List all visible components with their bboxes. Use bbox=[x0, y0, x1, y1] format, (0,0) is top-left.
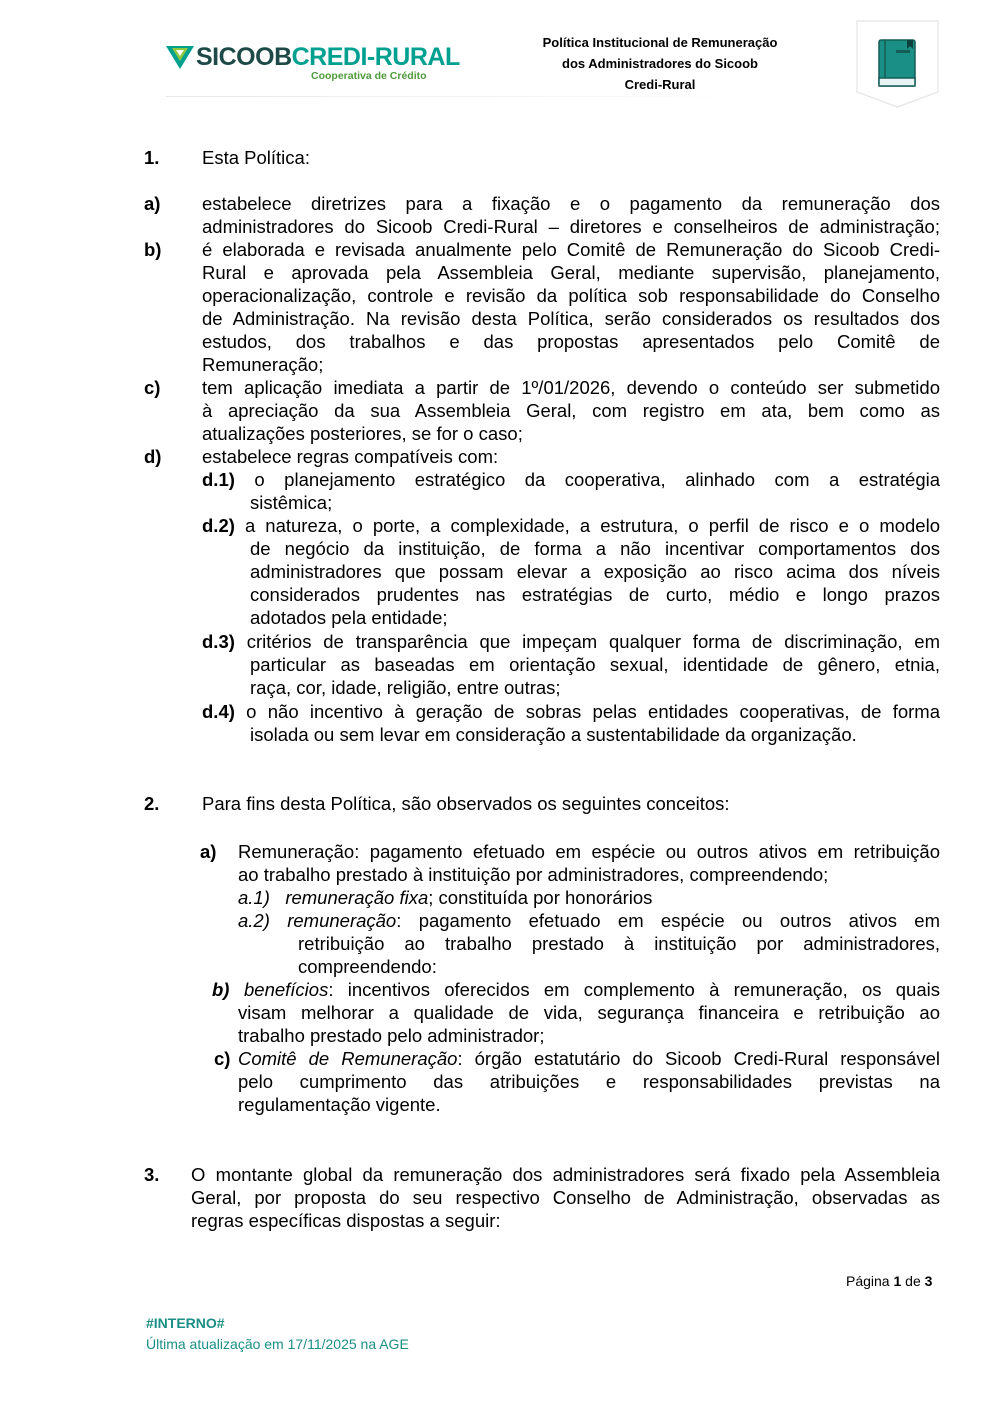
subitem-d3: d.3) critérios de transparência que impeçam qualquer forma de discriminação, em particular as baseadas em orientação sexual, identidade de gênero, etnia, raça, cor, idade, religião, entre outras; bbox=[202, 631, 940, 698]
item-1d-label: d) bbox=[144, 446, 162, 467]
item-2a2: a.2) remuneração: pagamento efetuado em espécie ou outros ativos em retribuição ao trabalho prestado à instituição por administradores, compreendendo: bbox=[238, 910, 940, 977]
subitem-d1: d.1) o planejamento estratégico da cooperativa, alinhado com a estratégia sistêmica; bbox=[202, 469, 941, 513]
section-2-intro: Para fins desta Política, são observados os seguintes conceitos: bbox=[202, 793, 730, 814]
item-2a1-label: a.1) bbox=[238, 887, 270, 908]
item-2a-label: a) bbox=[200, 841, 217, 862]
section-2-number: 2. bbox=[144, 793, 160, 814]
logo-wordmark: SICOOBCREDI-RURAL bbox=[196, 43, 460, 71]
section-3-number: 3. bbox=[144, 1164, 160, 1185]
section-3-text: O montante global da remuneração dos administradores será fixado pela Assembleia Geral, por proposta do seu respectivo Conselho de Administração, observadas as regras específicas dispostas a seguir: bbox=[191, 1164, 940, 1231]
last-update-note: Última atualização em 17/11/2025 na AGE bbox=[146, 1336, 409, 1352]
item-2a-text: Remuneração: pagamento efetuado em espécie ou outros ativos em retribuição ao trabalho prestado à instituição por administradores, compreendendo; bbox=[238, 841, 940, 885]
page-number: Página 1 de 3 bbox=[846, 1273, 933, 1289]
item-2a1: a.1) remuneração fixa; constituída por honorários bbox=[238, 887, 653, 908]
book-icon bbox=[856, 20, 939, 108]
item-1d-text: estabelece regras compatíveis com: bbox=[202, 446, 499, 467]
item-2a1-term: remuneração fixa bbox=[285, 887, 429, 908]
logo-mark-icon bbox=[166, 44, 194, 70]
subitem-d4-label: d.4) bbox=[202, 701, 235, 722]
item-2b-text: benefícios: incentivos oferecidos em complemento à remuneração, os quais visam melhorar a qualidade de vida, segurança financeira e retribuição ao trabalho prestado pelo administrador; bbox=[238, 979, 940, 1046]
item-1b-text: é elaborada e revisada anualmente pelo Comitê de Remuneração do Sicoob Credi- Rural e aprovada pela Assembleia Geral, mediante supervisão, planejamento, operacionalização, controle e revisão da política sob responsabilidade do Conselho de Administração. Na revisão desta Política, serão considerados os resultados dos estudos, dos trabalhos e das propostas apresentados pelo Comitê de Remuneração; bbox=[202, 239, 940, 375]
item-1c-label: c) bbox=[144, 377, 161, 398]
item-2c-text: Comitê de Remuneração: órgão estatutário do Sicoob Credi-Rural responsável pelo cumprimento das atribuições e responsabilidades previstas na regulamentação vigente. bbox=[238, 1048, 940, 1115]
item-2c-term: Comitê de Remuneração bbox=[238, 1048, 458, 1069]
item-2c-label: c) bbox=[214, 1048, 231, 1069]
item-1c-text: tem aplicação imediata a partir de 1º/01/2026, devendo o conteúdo ser submetido à apreciação da sua Assembleia Geral, com registro em ata, bem como as atualizações posteriores, se for o caso; bbox=[202, 377, 940, 444]
logo-tagline: Cooperativa de Crédito bbox=[311, 70, 427, 82]
item-2b-term: benefícios bbox=[244, 979, 329, 1000]
subitem-d3-label: d.3) bbox=[202, 631, 235, 652]
header-divider bbox=[166, 96, 746, 97]
item-1a-label: a) bbox=[144, 193, 161, 214]
section-1-number: 1. bbox=[144, 147, 160, 168]
document-title: Política Institucional de Remuneração dos Administradores do Sicoob Credi-Rural bbox=[542, 35, 778, 92]
item-2b-label: b) bbox=[212, 979, 230, 1000]
subitem-d2-label: d.2) bbox=[202, 515, 235, 536]
subitem-d2: d.2) a natureza, o porte, a complexidade, a estrutura, o perfil de risco e o modelo de negócio da instituição, de forma a não incentivar comportamentos dos administradores que possam elevar a exposição ao risco acima dos níveis considerados prudentes nas estratégias de curto, médio e longo prazos adotados pela entidade; bbox=[202, 515, 941, 628]
sicoob-logo bbox=[166, 42, 460, 90]
classification-tag: #INTERNO# bbox=[146, 1315, 225, 1331]
item-1a-text: estabelece diretrizes para a fixação e o pagamento da remuneração dos administradores do Sicoob Credi-Rural – diretores e conselheiros de administração; bbox=[202, 193, 940, 237]
section-1-intro: Esta Política: bbox=[202, 147, 310, 168]
subitem-d4: d.4) o não incentivo à geração de sobras pelas entidades cooperativas, de forma isolada ou sem levar em consideração a sustentabilidade da organização. bbox=[202, 701, 940, 745]
item-1b-label: b) bbox=[144, 239, 162, 260]
subitem-d1-label: d.1) bbox=[202, 469, 235, 490]
item-2a2-label: a.2) bbox=[238, 910, 270, 931]
item-2a2-term: remuneração bbox=[287, 910, 397, 931]
